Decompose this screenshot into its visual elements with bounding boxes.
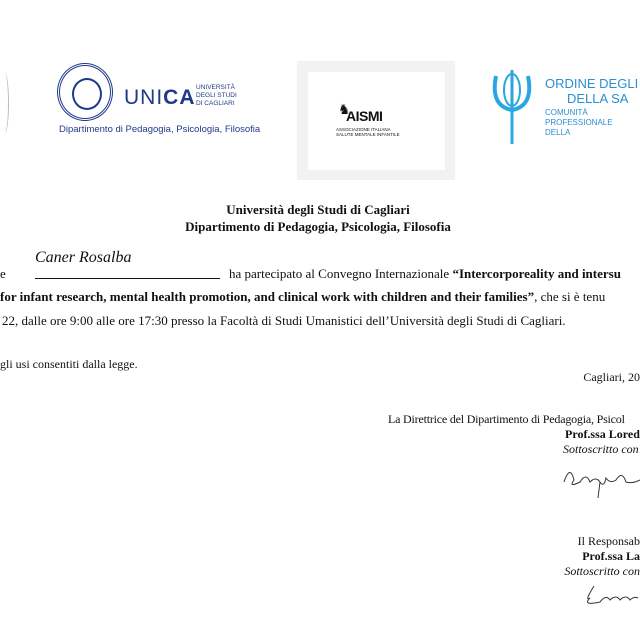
body-line2 (0, 289, 640, 304)
participant-name: Caner Rosalba (35, 249, 132, 266)
partial-seal-logo (0, 72, 9, 134)
unica-bold: CA (163, 86, 196, 109)
unica-subtitle (196, 84, 237, 108)
ordine-psi-logo (490, 66, 536, 146)
responsible-block (540, 534, 640, 579)
responsible-name: Prof.ssa La (582, 549, 640, 563)
unica-seal-logo (57, 63, 113, 121)
responsible-title: Il Responsab (577, 534, 640, 548)
unica-light: UNI (124, 86, 164, 109)
conference-title-part2: for infant research, mental health promotion, and clinical work with children and their families” (0, 289, 535, 304)
aismi-name: AISMI (346, 108, 383, 124)
aismi-subtitle (336, 127, 400, 137)
body-line3: 22, dalle ore 9:00 alle ore 17:30 presso la Facoltà di Studi Umanistici dell’Università degli Studi di Cagliari. (2, 313, 566, 328)
ordine-line3: COMUNITÀ PROFESSIONALE DELLA (545, 108, 613, 137)
aismi-sub-1: ASSOCIAZIONE ITALIANA (336, 127, 391, 132)
director-title: La Direttrice del Dipartimento di Pedagogia, Psicol (388, 412, 625, 426)
unica-department: Dipartimento di Pedagogia, Psicologia, Filosofia (59, 124, 261, 135)
ordine-text (545, 76, 640, 138)
unica-wordmark (124, 86, 196, 110)
body-line2-text: , che si è tenu (534, 289, 606, 304)
aismi-figure-icon: ♞ (338, 103, 351, 118)
body-line1 (0, 266, 640, 281)
body-text (0, 266, 640, 328)
body-line1-text: ha partecipato al Convegno Internazionale (229, 266, 453, 281)
body-line1-prefix: e (0, 266, 6, 281)
director-name: Prof.ssa Lored (565, 427, 640, 441)
unica-sub-3: DI CAGLIARI (196, 100, 235, 107)
header-department: Dipartimento di Pedagogia, Psicologia, Filosofia (185, 219, 451, 234)
conference-title-part1: “Intercorporeality and intersu (452, 266, 621, 281)
place-date: Cagliari, 20 (583, 370, 640, 384)
responsible-note: Sottoscritto con (564, 564, 640, 578)
director-note: Sottoscritto con (563, 442, 639, 456)
unica-sub-1: UNIVERSITÀ (196, 84, 236, 91)
header-university: Università degli Studi di Cagliari (226, 202, 410, 217)
aismi-logo-box (297, 61, 455, 180)
aismi-sub-2: SALUTE MENTALE INFANTILE (336, 132, 400, 137)
unica-sub-2: DEGLI STUDI (196, 92, 237, 99)
ordine-line2: DELLA SA (567, 91, 629, 106)
body-line4: gli usi consentiti dalla legge. (0, 357, 138, 371)
responsible-signature (580, 582, 640, 613)
ordine-line1: ORDINE DEGLI (545, 76, 639, 91)
director-block (388, 412, 640, 457)
director-signature (560, 462, 640, 507)
